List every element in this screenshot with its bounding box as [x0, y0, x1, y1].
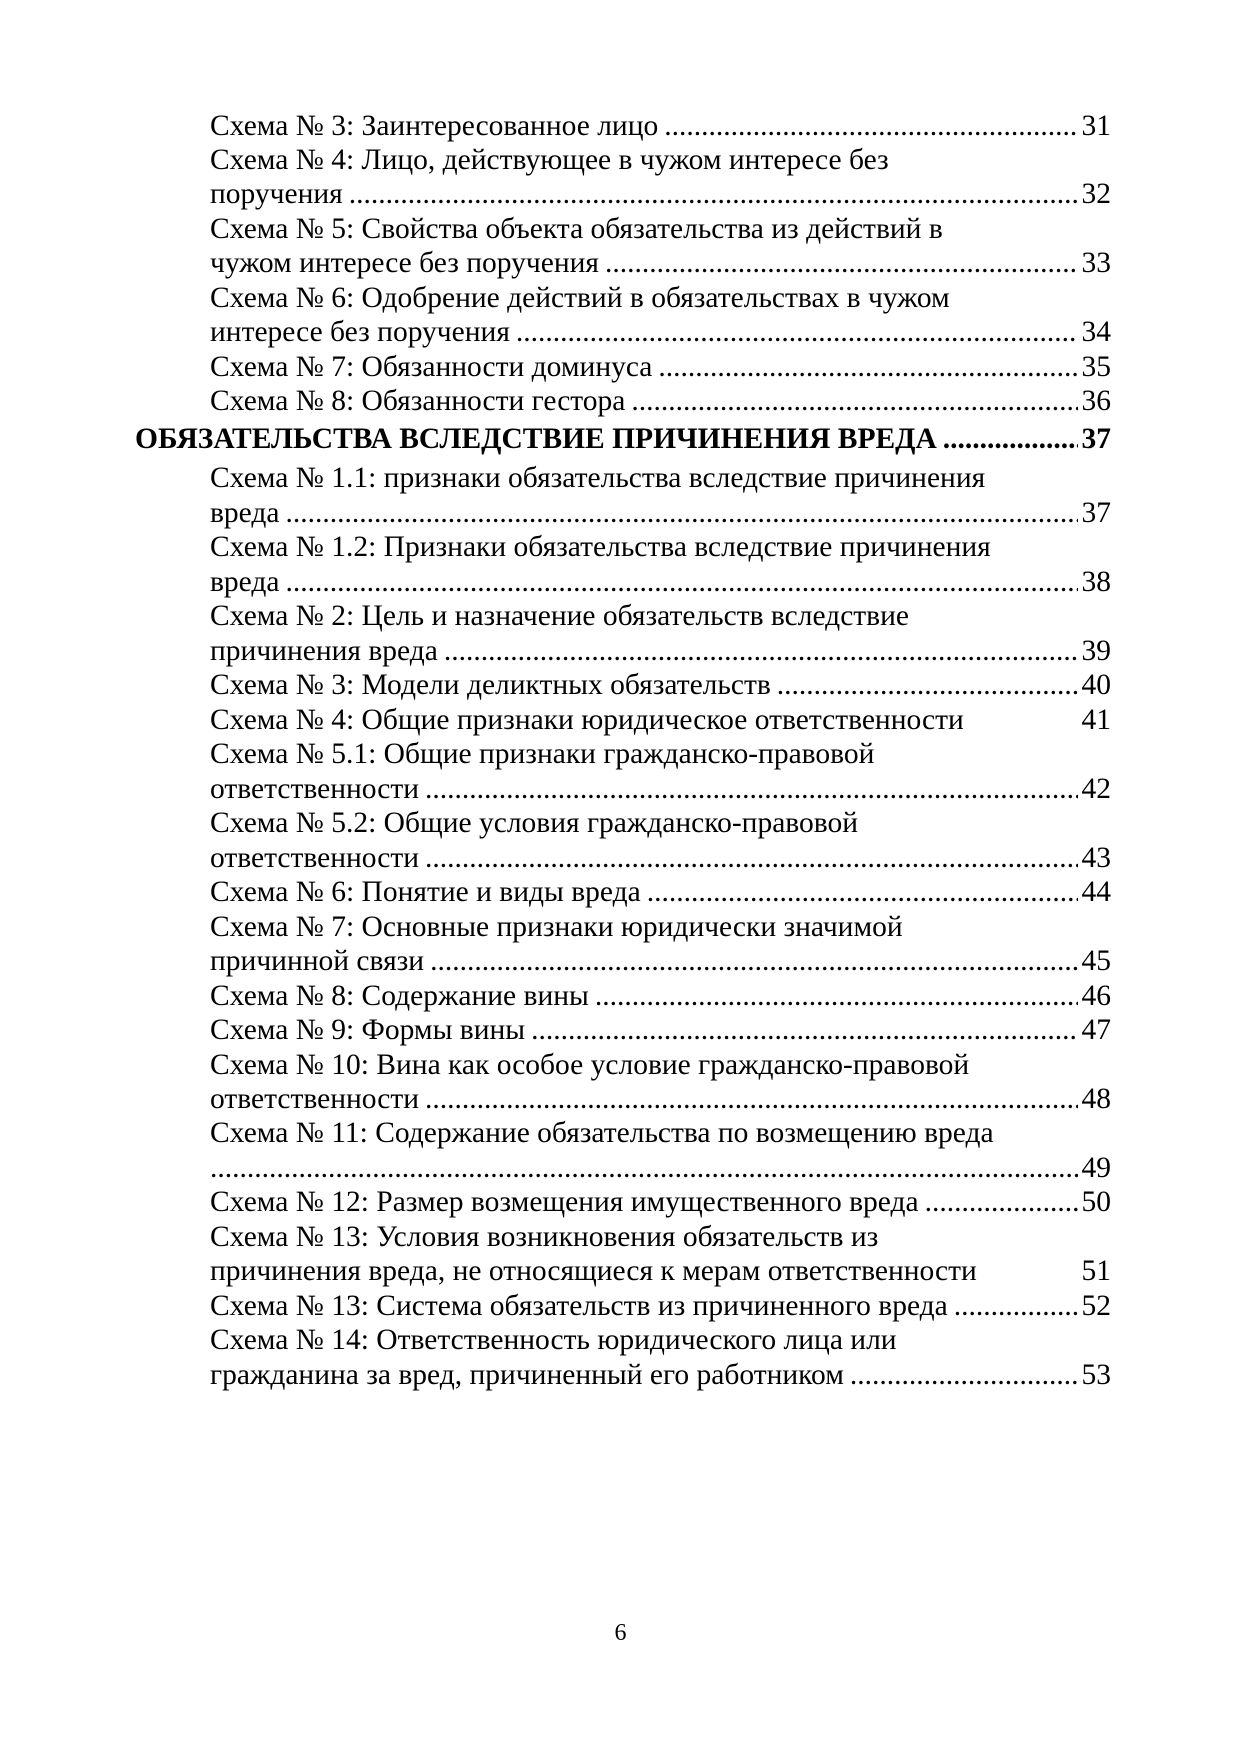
toc-entry-title: Схема № 11: Содержание обязательства по возмещению вреда: [210, 1117, 994, 1149]
toc-entry-scheme-8-gestor-duties[interactable]: [210, 382, 1111, 420]
toc-entry-scheme-5-line-1[interactable]: [210, 210, 1111, 248]
toc-entry-page: 37: [1081, 497, 1111, 529]
dot-leader: [286, 563, 1078, 601]
toc-entry-title: ответственности: [210, 842, 420, 874]
toc-entry-scheme-7-causation-line-1[interactable]: [210, 908, 1111, 946]
toc-entry-title: Схема № 3: Заинтересованное лицо: [210, 110, 659, 142]
toc-entry-title: вреда: [210, 497, 280, 529]
toc-entry-scheme-5-2-line-1[interactable]: [210, 804, 1111, 842]
toc-entry-page: 33: [1081, 247, 1111, 279]
dot-leader: [210, 1149, 1078, 1187]
toc-section-title: ОБЯЗАТЕЛЬСТВА ВСЛЕДСТВИЕ ПРИЧИНЕНИЯ ВРЕДА: [135, 423, 937, 455]
dot-leader: [531, 1011, 1077, 1049]
toc-entry-scheme-7-dominus-duties[interactable]: [210, 348, 1111, 386]
toc-entry-page: 48: [1081, 1083, 1111, 1115]
toc-entry-scheme-4-legal-liability[interactable]: [210, 701, 1111, 739]
toc-entry-scheme-6-harm-types[interactable]: [210, 873, 1111, 911]
toc-entry-title: Схема № 8: Обязанности гестора: [210, 385, 626, 417]
toc-entry-title: интересе без поручения: [210, 316, 510, 348]
dot-leader: [605, 244, 1078, 282]
dot-leader: [943, 420, 1078, 458]
toc-entry-page: 39: [1081, 635, 1111, 667]
toc-entry-page: 45: [1081, 945, 1111, 977]
toc-entry-page: 41: [1081, 704, 1111, 736]
toc-entry-title: Схема № 9: Формы вины: [210, 1014, 526, 1046]
dot-leader: [425, 839, 1077, 877]
dot-leader: [425, 770, 1077, 808]
toc-entry-title: Схема № 12: Размер возмещения имущественного вреда: [210, 1186, 919, 1218]
toc-entry-scheme-3-interested-person[interactable]: [210, 107, 1111, 145]
dot-leader: [664, 107, 1077, 145]
toc-entry-title: Схема № 1.2: Признаки обязательства вследствие причинения: [210, 531, 991, 563]
toc-entry-page: 34: [1081, 316, 1111, 348]
toc-entry-title: Схема № 5.1: Общие признаки гражданско-правовой: [210, 738, 875, 770]
toc-entry-title: Схема № 6: Одобрение действий в обязательствах в чужом: [210, 282, 950, 314]
toc-entry-page: 51: [1081, 1255, 1111, 1287]
toc-entry-title: Схема № 14: Ответственность юридического лица или: [210, 1324, 897, 1356]
toc-entry-title: Схема № 13: Система обязательств из причиненного вреда: [210, 1290, 948, 1322]
toc-entry-page: 50: [1081, 1186, 1111, 1218]
toc-entry-page: 49: [1081, 1152, 1111, 1184]
toc-entry-title: Схема № 4: Общие признаки юридическое ответственности: [210, 704, 964, 736]
toc-entry-title: Схема № 8: Содержание вины: [210, 980, 589, 1012]
toc-entry-scheme-14-line-1[interactable]: [210, 1321, 1111, 1359]
toc-entry-title: Схема № 2: Цель и назначение обязательств вследствие: [210, 600, 909, 632]
toc-entry-scheme-8-guilt-content[interactable]: [210, 977, 1111, 1015]
toc-entry-scheme-4-line-2[interactable]: [210, 175, 1111, 213]
toc-entry-scheme-5-1-line-2[interactable]: [210, 770, 1111, 808]
toc-entry-title: причинения вреда: [210, 635, 438, 667]
toc-entry-scheme-13-system[interactable]: [210, 1287, 1111, 1325]
toc-entry-scheme-7-causation-line-2[interactable]: [210, 942, 1111, 980]
toc-entry-scheme-4-line-1[interactable]: [210, 141, 1111, 179]
toc-entry-title: Схема № 13: Условия возникновения обязательств из: [210, 1221, 879, 1253]
toc-entry-scheme-1-2-line-1[interactable]: [210, 528, 1111, 566]
toc-entry-scheme-13-conditions-line-2[interactable]: [210, 1252, 1111, 1290]
toc-section-page: 37: [1081, 423, 1111, 455]
toc-entry-scheme-11-line-1[interactable]: [210, 1114, 1111, 1152]
dot-leader: [444, 632, 1078, 670]
toc-entry-scheme-3-delict-models[interactable]: [210, 666, 1111, 704]
toc-entry-title: Схема № 7: Обязанности доминуса: [210, 351, 653, 383]
toc-entry-scheme-6-line-1[interactable]: [210, 279, 1111, 317]
toc-entry-scheme-11-line-2[interactable]: [210, 1149, 1111, 1187]
dot-leader: [595, 977, 1078, 1015]
toc-entry-scheme-10-line-1[interactable]: [210, 1046, 1111, 1084]
dot-leader: [850, 1356, 1078, 1394]
toc-entry-page: 31: [1081, 110, 1111, 142]
dot-leader: [516, 313, 1078, 351]
dot-leader: [349, 175, 1078, 213]
page-number: 6: [614, 1620, 627, 1646]
toc-entry-title: Схема № 6: Понятие и виды вреда: [210, 876, 641, 908]
toc-entry-scheme-5-line-2[interactable]: [210, 244, 1111, 282]
toc-entry-page: 44: [1081, 876, 1111, 908]
dot-leader: [954, 1287, 1078, 1325]
toc-entry-scheme-6-line-2[interactable]: [210, 313, 1111, 351]
toc-entry-title: ответственности: [210, 1083, 420, 1115]
dot-leader: [430, 942, 1077, 980]
toc-entry-page: 40: [1081, 669, 1111, 701]
dot-leader: [286, 494, 1078, 532]
toc-entry-scheme-10-line-2[interactable]: [210, 1080, 1111, 1118]
toc-entry-scheme-9-guilt-forms[interactable]: [210, 1011, 1111, 1049]
toc-entry-title: чужом интересе без поручения: [210, 247, 599, 279]
dot-leader: [777, 666, 1078, 704]
toc-entry-scheme-2-line-2[interactable]: [210, 632, 1111, 670]
toc-entry-title: Схема № 5.2: Общие условия гражданско-правовой: [210, 807, 859, 839]
toc-entry-page: 42: [1081, 773, 1111, 805]
toc-entry-page: 47: [1081, 1014, 1111, 1046]
toc-entry-page: 53: [1081, 1359, 1111, 1391]
toc-entry-scheme-5-1-line-1[interactable]: [210, 735, 1111, 773]
toc-entry-scheme-5-2-line-2[interactable]: [210, 839, 1111, 877]
dot-leader: [658, 348, 1077, 386]
toc-entry-title: ответственности: [210, 773, 420, 805]
toc-entry-page: 32: [1081, 178, 1111, 210]
toc-entry-page: 35: [1081, 351, 1111, 383]
toc-entry-title: Схема № 4: Лицо, действующее в чужом интересе без: [210, 144, 889, 176]
toc-entry-page: 38: [1081, 566, 1111, 598]
toc-entry-scheme-12-damage-amount[interactable]: [210, 1183, 1111, 1221]
dot-leader: [925, 1183, 1078, 1221]
toc-entry-scheme-1-2-line-2[interactable]: [210, 563, 1111, 601]
toc-entry-title: Схема № 7: Основные признаки юридически значимой: [210, 911, 903, 943]
toc-entry-title: причинной связи: [210, 945, 425, 977]
toc-entry-page: 46: [1081, 980, 1111, 1012]
toc-entry-title: Схема № 5: Свойства объекта обязательства из действий в: [210, 213, 943, 245]
toc-entry-title: Схема № 3: Модели деликтных обязательств: [210, 669, 771, 701]
toc-entry-title: вреда: [210, 566, 280, 598]
toc-entry-scheme-13-conditions-line-1[interactable]: [210, 1218, 1111, 1256]
dot-leader: [647, 873, 1078, 911]
toc-section-heading-tort-obligations[interactable]: [135, 420, 1111, 458]
toc-entry-page: 43: [1081, 842, 1111, 874]
toc-entry-title: поручения: [210, 178, 343, 210]
toc-entry-title: Схема № 1.1: признаки обязательства вследствие причинения: [210, 462, 986, 494]
toc-entry-title: причинения вреда, не относящиеся к мерам ответственности: [210, 1255, 977, 1287]
toc-entry-scheme-1-1-line-2[interactable]: [210, 494, 1111, 532]
toc-entry-title: Схема № 10: Вина как особое условие гражданско-правовой: [210, 1049, 970, 1081]
toc-entry-scheme-2-line-1[interactable]: [210, 597, 1111, 635]
dot-leader: [425, 1080, 1077, 1118]
toc-entry-scheme-14-line-2[interactable]: [210, 1356, 1111, 1394]
toc-entry-title: гражданина за вред, причиненный его работником: [210, 1359, 844, 1391]
toc-entry-page: 52: [1081, 1290, 1111, 1322]
toc-entry-page: 36: [1081, 385, 1111, 417]
dot-leader: [631, 382, 1077, 420]
toc-entry-scheme-1-1-line-1[interactable]: [210, 459, 1111, 497]
